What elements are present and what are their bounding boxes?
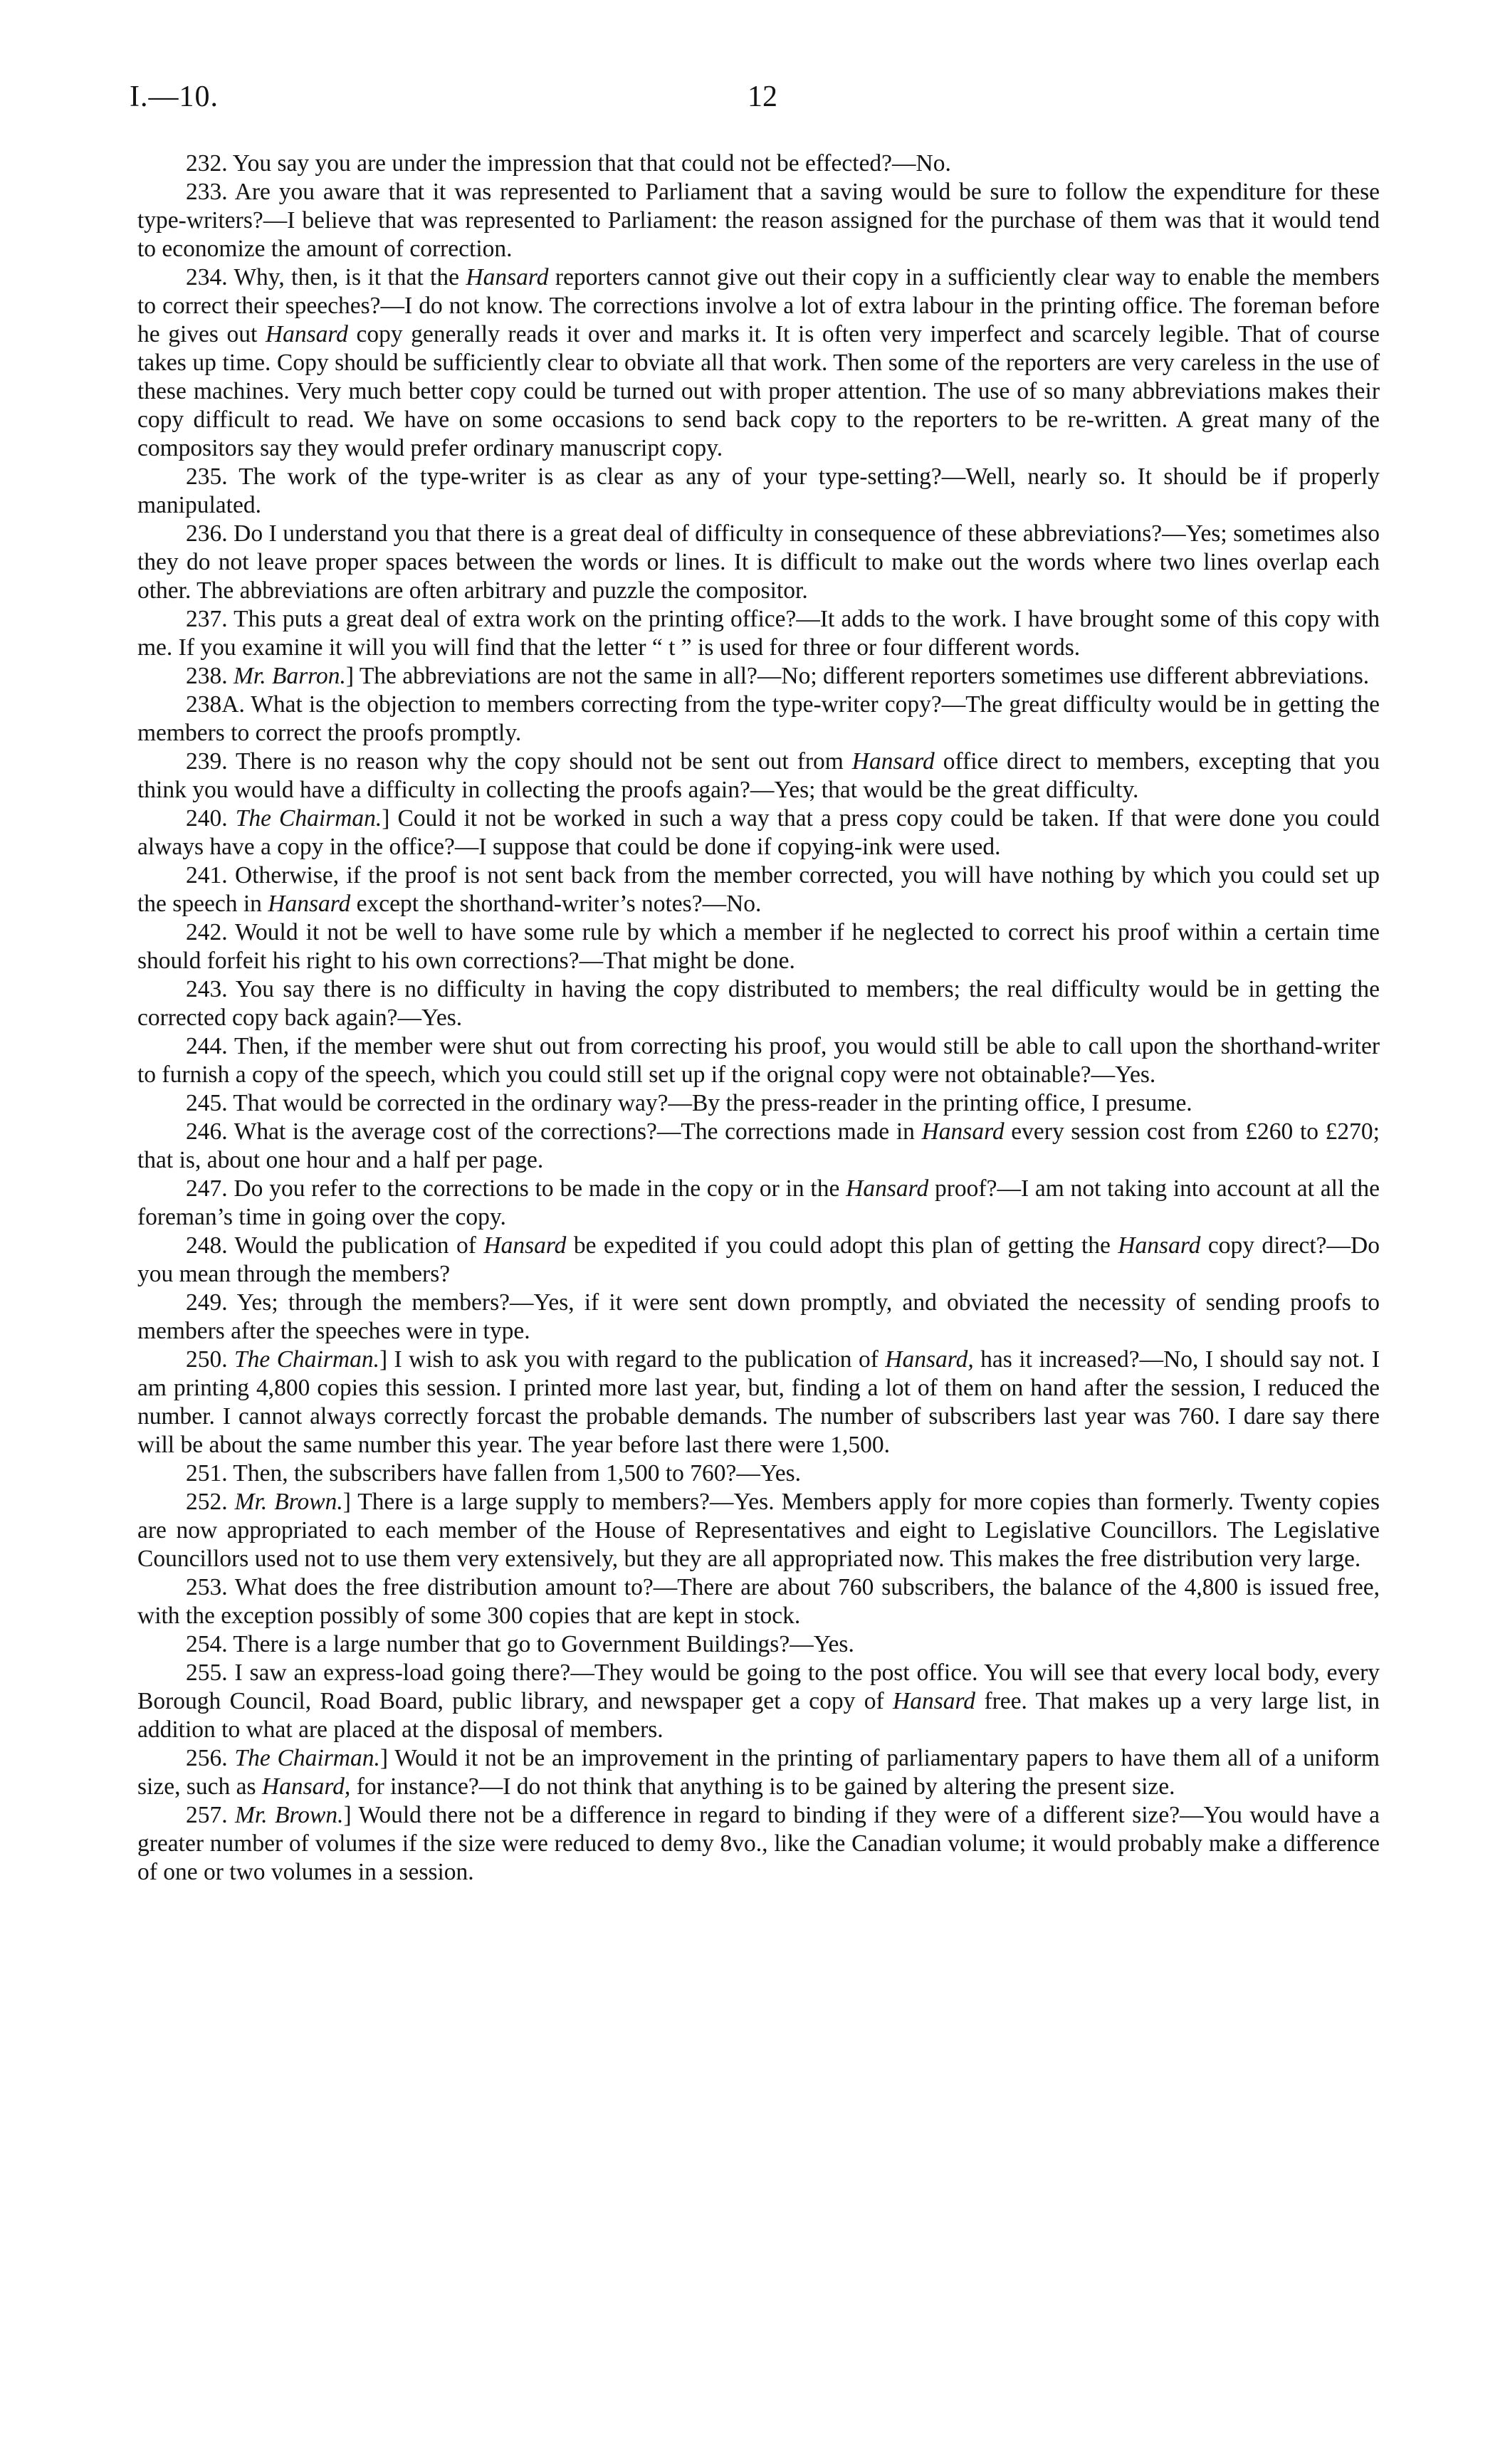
question-paragraph [137,1459,1380,1488]
question-number: 246. [186,1118,228,1145]
question-paragraph [137,150,1380,178]
question-paragraph [137,263,1380,463]
question-text: every session cost from £260 to £270; that is, about one hour and a half per page. [137,1118,1380,1173]
question-number: 233. [186,179,228,205]
question-number: 235. [186,463,228,490]
question-text: Do I understand you that there is a great deal of difficulty in consequence of these abbreviations?—Yes; sometimes also they do not leave proper spaces between the words or lines. It is difficult to make out the words where two lines overlap each other. The abbreviations are often arbitrary and puzzle the compositor. [137,520,1380,604]
question-paragraph [137,1032,1380,1089]
question-text: There is no reason why the copy should not be sent out from [235,748,852,775]
question-paragraph [137,861,1380,918]
italic-text: Hansard [893,1688,976,1714]
italic-text: Mr. Brown. [234,1489,343,1515]
italic-text: Hansard [1118,1232,1201,1259]
italic-text: Hansard [268,891,351,917]
question-number: 238A. [186,691,245,718]
question-number: 243. [186,976,228,1002]
question-number: 256. [186,1745,228,1771]
italic-text: Hansard, [261,1773,351,1800]
question-number: 237. [186,606,228,632]
question-paragraph [137,1089,1380,1118]
question-number: 236. [186,520,228,547]
question-number: 244. [186,1033,228,1059]
question-number: 251. [186,1460,228,1487]
question-text: for instance?—I do not think that anything is to be gained by altering the present size. [350,1773,1175,1800]
page-number: 12 [748,80,777,113]
italic-text: Hansard [483,1232,567,1259]
question-text: Would it not be well to have some rule by which a member if he neglected to correct his proof within a certain time should forfeit his right to his own corrections?—That might be done. [137,919,1380,974]
question-text: Do you refer to the corrections to be made in the copy or in the [234,1175,846,1202]
question-text: copy direct?—Do you mean through the members? [137,1232,1380,1287]
question-text: I saw an express-load going there?—They would be going to the post office. You will see that every local body, every Borough Council, Road Board, public library, and newspaper get a copy of [137,1660,1380,1714]
italic-text: Hansard, [885,1346,974,1373]
question-text: Then, if the member were shut out from correcting his proof, you would still be able to call upon the shorthand-writer to furnish a copy of the speech, which you could still set up if the orignal copy were not obtainable?—Yes. [137,1033,1380,1088]
italic-text: The Chairman. [234,1745,380,1771]
question-text: be expedited if you could adopt this plan of getting the [566,1232,1118,1259]
question-paragraph [137,1659,1380,1744]
italic-text: The Chairman. [235,805,382,832]
question-text: What is the average cost of the corrections?—The corrections made in [234,1118,922,1145]
question-number: 240. [186,805,228,832]
italic-text: Hansard [846,1175,929,1202]
question-text: What does the free distribution amount to?—There are about 760 subscribers, the balance of the 4,800 is issued free, with the exception possibly of some 300 copies that are kept in stock. [137,1574,1380,1629]
question-number: 241. [186,862,228,888]
question-number: 257. [186,1802,228,1828]
question-text: Then, the subscribers have fallen from 1,500 to 760?—Yes. [233,1460,802,1487]
question-text: You say there is no difficulty in having the copy distributed to members; the real difficulty would be in getting the corrected copy back again?—Yes. [137,976,1380,1031]
question-text: Yes; through the members?—Yes, if it were sent down promptly, and obviated the necessity of sending proofs to members after the speeches were in type. [137,1289,1380,1344]
question-paragraph [137,1289,1380,1346]
question-number: 242. [186,919,228,945]
question-text: ] The abbreviations are not the same in all?—No; different reporters sometimes use different abbreviations. [345,663,1370,689]
question-text: Would the publication of [234,1232,484,1259]
question-paragraph [137,662,1380,691]
page-header [0,80,1505,122]
question-text: ] Would there not be a difference in regard to binding if they were of a different size?—You would have a greater number of volumes if the size were reduced to demy 8vo., like the Canadian volume; it would probably make a difference of one or two volumes in a session. [137,1802,1380,1885]
question-text: ] Would it not be an improvement in the printing of parliamentary papers to have them all of a uniform size, such as [137,1745,1380,1800]
question-paragraph [137,1630,1380,1659]
question-text: There is a large number that go to Government Buildings?—Yes. [233,1631,854,1657]
italic-text: Hansard [921,1118,1005,1145]
question-paragraph [137,1118,1380,1175]
question-paragraph [137,1573,1380,1630]
question-paragraph [137,918,1380,975]
question-number: 234. [186,264,228,290]
question-paragraph [137,463,1380,520]
question-number: 250. [186,1346,228,1373]
question-number: 255. [186,1660,228,1686]
question-text: The work of the type-writer is as clear as any of your type-setting?—Well, nearly so. It should be if properly manipulated. [137,463,1380,518]
question-paragraph [137,520,1380,605]
question-text: office direct to members, excepting that you think you would have a difficulty in collecting the proofs again?—Yes; that would be the great difficulty. [137,748,1380,803]
question-text: ] There is a large supply to members?—Yes. Members apply for more copies than formerly. Twenty copies are now appropriated to each member of the House of Representatives and eight to Legislative Councillors. The Legislative Councillors used not to use them very extensively, but they are all appropriated now. This makes the free distribution very large. [137,1489,1380,1572]
question-number: 253. [186,1574,228,1600]
question-text: copy generally reads it over and marks it. It is often very imperfect and scarcely legible. That of course takes up time. Copy should be sufficiently clear to obviate all that work. Then some of the reporters are very careless in the use of these machines. Very much better copy could be turned out with proper attention. The use of so many abbreviations makes their copy difficult to read. We have on some occasions to send back copy to the reporters to be re-written. A great many of the compositors say they would prefer ordinary manuscript copy. [137,321,1380,461]
question-text: has it increased?—No, I should say not. I am printing 4,800 copies this session. I printed more last year, but, finding a lot of them on hand after the session, I reduced the number. I cannot always correctly forcast the probable demands. The number of subscribers last year was 760. I dare say there will be about the same number this year. The year before last there were 1,500. [137,1346,1380,1458]
question-paragraph [137,1232,1380,1289]
question-paragraph [137,804,1380,861]
question-number: 252. [186,1489,228,1515]
italic-text: The Chairman. [234,1346,379,1373]
question-text: free. That makes up a very large list, in addition to what are placed at the disposal of members. [137,1688,1380,1743]
question-text: This puts a great deal of extra work on the printing office?—It adds to the work. I have brought some of this copy with me. If you examine it will you will find that the letter “ t ” is used for three or four different words. [137,606,1380,661]
document-reference: I.—10. [130,80,219,113]
question-text: Are you aware that it was represented to Parliament that a saving would be sure to follow the expenditure for these type-writers?—I believe that was represented to Parliament: the reason assigned for the purchase of them was that it would tend to economize the amount of correction. [137,179,1380,262]
question-paragraph [137,748,1380,804]
question-number: 247. [186,1175,228,1202]
question-number: 254. [186,1631,228,1657]
question-paragraph [137,178,1380,263]
question-paragraph [137,691,1380,748]
question-text: Otherwise, if the proof is not sent back from the member corrected, you will have nothing by which you could set up the speech in [137,862,1380,917]
question-paragraph [137,975,1380,1032]
question-text: What is the objection to members correcting from the type-writer copy?—The great difficulty would be in getting the members to correct the proofs promptly. [137,691,1380,746]
question-paragraph [137,1175,1380,1232]
question-text: You say you are under the impression that that could not be effected?—No. [232,150,951,177]
question-text: Why, then, is it that the [234,264,466,290]
italic-text: Hansard [851,748,935,775]
question-text: That would be corrected in the ordinary way?—By the press-reader in the printing office, I presume. [233,1090,1192,1116]
testimony-body [137,150,1380,1887]
italic-text: Hansard [466,264,549,290]
question-number: 245. [186,1090,228,1116]
question-text: ] I wish to ask you with regard to the publication of [379,1346,886,1373]
italic-text: Mr. Barron. [234,663,346,689]
question-number: 248. [186,1232,228,1259]
question-number: 239. [186,748,228,775]
question-number: 238. [186,663,228,689]
question-paragraph [137,1488,1380,1573]
question-text: ] Could it not be worked in such a way that a press copy could be taken. If that were done you could always have a copy in the office?—I suppose that could be done if copying-ink were used. [137,805,1380,860]
question-number: 232. [186,150,228,177]
question-text: proof?—I am not taking into account at all the foreman’s time in going over the copy. [137,1175,1380,1230]
question-text: reporters cannot give out their copy in a sufficiently clear way to enable the members to correct their speeches?—I do not know. The corrections involve a lot of extra labour in the printing office. The foreman before he gives out [137,264,1380,347]
question-paragraph [137,1801,1380,1887]
italic-text: Mr. Brown. [235,1802,344,1828]
question-number: 249. [186,1289,228,1316]
question-text: except the shorthand-writer’s notes?—No. [350,891,762,917]
question-paragraph [137,605,1380,662]
question-paragraph [137,1346,1380,1459]
italic-text: Hansard [265,321,348,347]
question-paragraph [137,1744,1380,1801]
